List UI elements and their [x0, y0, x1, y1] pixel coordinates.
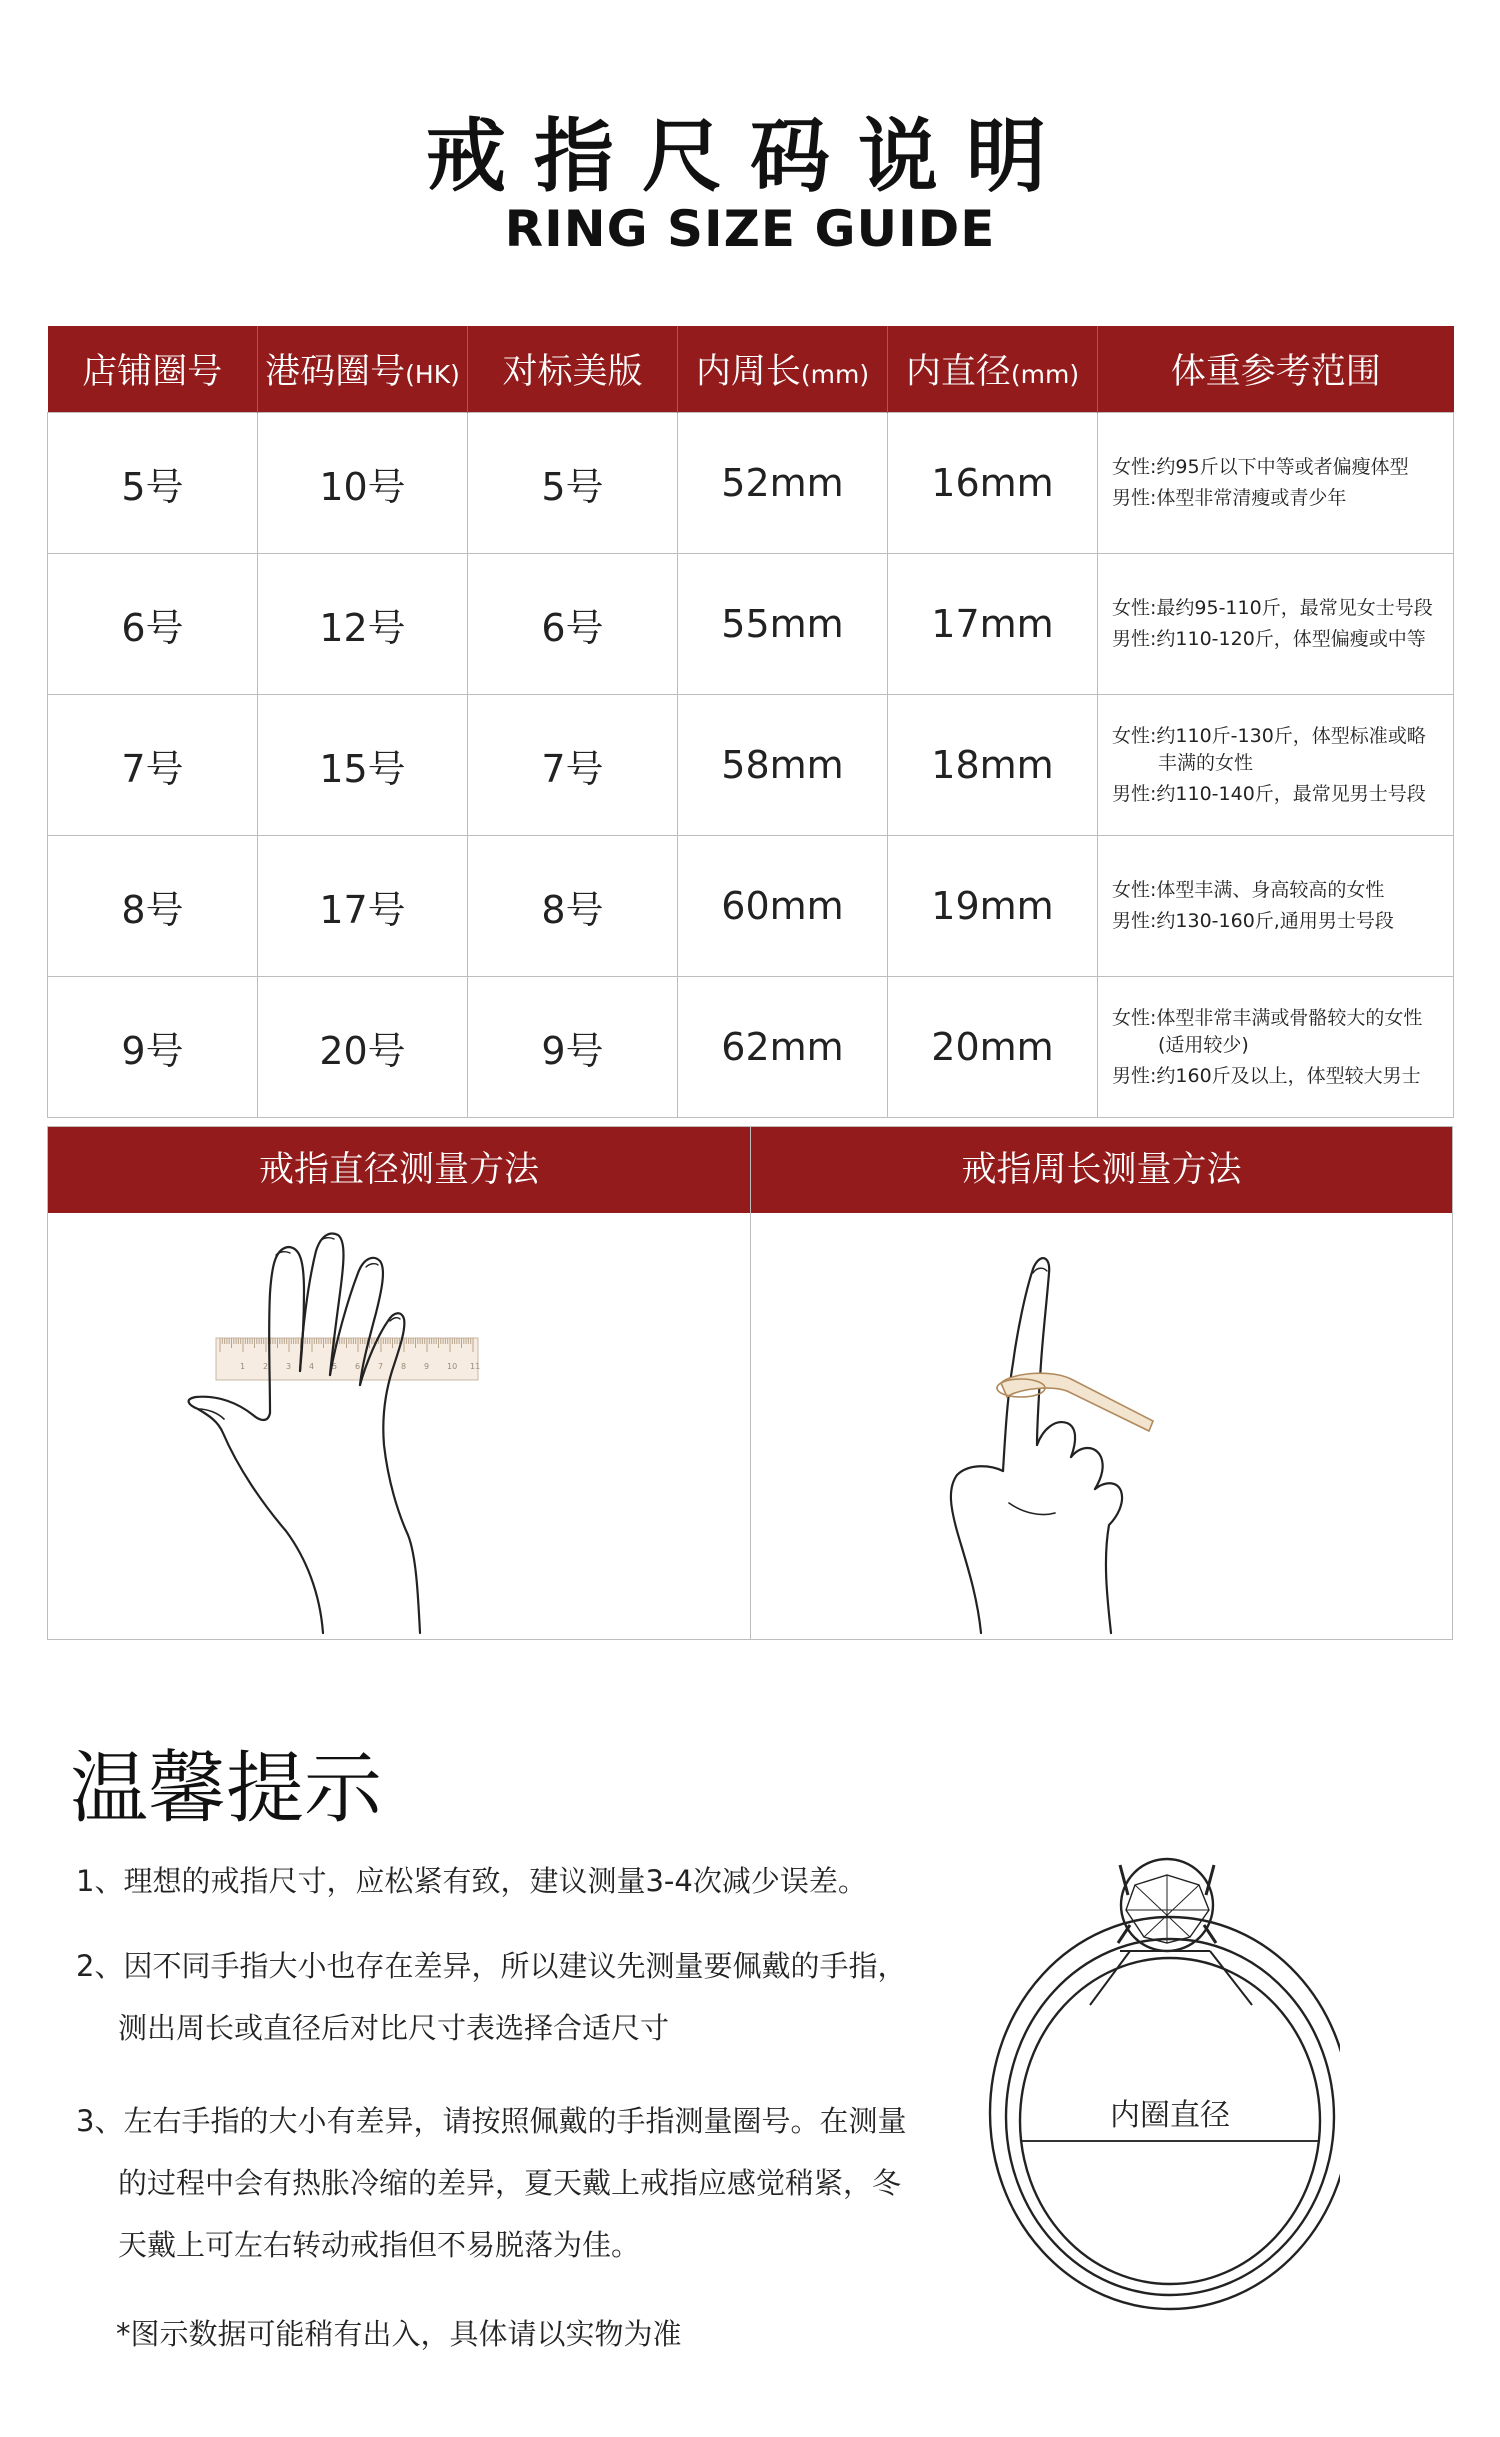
- weight-female: 女性:约110斤-130斤，体型标准或略: [1112, 724, 1426, 747]
- ruler-tick-label: 8: [401, 1362, 407, 1371]
- size-table: [47, 326, 1454, 1118]
- tip-text-cont: 的过程中会有热胀冷缩的差异，夏天戴上戒指应感觉稍紧，冬: [118, 2166, 902, 2200]
- cell-us-size: 8号: [468, 836, 678, 977]
- ring-icon: [990, 1859, 1340, 2309]
- ruler-tick-label: 6: [355, 1362, 361, 1371]
- weight-female: 女性:最约95-110斤，最常见女士号段: [1112, 597, 1433, 619]
- header-circumference: 内周长(mm): [678, 326, 888, 413]
- cell-us-size: 9号: [468, 977, 678, 1118]
- cell-diameter: 18mm: [888, 695, 1098, 836]
- weight-female: 女性:约95斤以下中等或者偏瘦体型: [1112, 456, 1409, 478]
- diameter-method-title: 戒指直径测量方法: [48, 1127, 750, 1213]
- circumference-method-panel: [750, 1126, 1453, 1640]
- header-hk-size: 港码圈号(HK): [258, 326, 468, 413]
- cell-hk-size: 12号: [258, 554, 468, 695]
- cell-store-size: 9号: [48, 977, 258, 1118]
- ruler-tick-label: 11: [470, 1362, 481, 1371]
- weight-male: 男性:约130-160斤,通用男士号段: [1112, 910, 1394, 932]
- weight-female: 女性:体型非常丰满或骨骼较大的女性: [1112, 1006, 1423, 1029]
- table-row: [48, 413, 1454, 554]
- weight-female-cont: (适用较少): [1158, 1033, 1249, 1056]
- table-row: [48, 977, 1454, 1118]
- table-row: [48, 695, 1454, 836]
- cell-diameter: 16mm: [888, 413, 1098, 554]
- cell-store-size: 6号: [48, 554, 258, 695]
- cell-hk-size: 10号: [258, 413, 468, 554]
- cell-weight: [1098, 977, 1454, 1118]
- cell-weight: [1098, 695, 1454, 836]
- tip-text: 1、理想的戒指尺寸，应松紧有致，建议测量3-4次减少误差。: [76, 1864, 867, 1898]
- cell-circumference: 55mm: [678, 554, 888, 695]
- tip-item-2: [76, 1935, 936, 2059]
- page-title: 戒指尺码说明: [426, 110, 1074, 203]
- table-row: [48, 836, 1454, 977]
- cell-us-size: 5号: [468, 413, 678, 554]
- ruler-tick-label: 9: [424, 1362, 430, 1371]
- weight-male: 男性:体型非常清瘦或青少年: [1112, 487, 1347, 509]
- weight-male: 男性:约110-120斤，体型偏瘦或中等: [1112, 628, 1426, 650]
- header-us-size: 对标美版: [468, 326, 678, 413]
- weight-male: 男性:约110-140斤，最常见男士号段: [1112, 782, 1426, 805]
- header-weight: 体重参考范围: [1098, 326, 1454, 413]
- tips-title: 温馨提示: [70, 1744, 383, 1834]
- tip-item-1: [76, 1850, 936, 1912]
- diameter-method-panel: [47, 1126, 751, 1640]
- circumference-method-title: 戒指周长测量方法: [751, 1127, 1452, 1213]
- cell-store-size: 5号: [48, 413, 258, 554]
- ruler-tick-label: 10: [447, 1362, 458, 1371]
- tip-item-3: [76, 2090, 936, 2276]
- weight-female: 女性:体型丰满、身高较高的女性: [1112, 879, 1385, 901]
- weight-male: 男性:约160斤及以上，体型较大男士: [1112, 1064, 1421, 1087]
- ruler-tick-label: 4: [309, 1362, 315, 1371]
- ruler-icon: [216, 1338, 480, 1380]
- inner-diameter-label: 内圈直径: [1110, 2098, 1230, 2133]
- cell-us-size: 6号: [468, 554, 678, 695]
- cell-weight: [1098, 554, 1454, 695]
- cell-circumference: 58mm: [678, 695, 888, 836]
- measurement-section: [47, 1126, 1453, 1640]
- table-row: [48, 554, 1454, 695]
- ruler-tick-label: 1: [240, 1362, 246, 1371]
- weight-female-cont: 丰满的女性: [1158, 751, 1254, 774]
- cell-circumference: 60mm: [678, 836, 888, 977]
- cell-hk-size: 17号: [258, 836, 468, 977]
- cell-weight: [1098, 413, 1454, 554]
- tip-text: 2、因不同手指大小也存在差异，所以建议先测量要佩戴的手指，: [76, 1949, 907, 1983]
- page-subtitle: RING SIZE GUIDE: [504, 200, 996, 258]
- header-store-size: 店铺圈号: [48, 326, 258, 413]
- header-diameter: 内直径(mm): [888, 326, 1098, 413]
- ring-diagram: [980, 1855, 1340, 2315]
- tip-text: 3、左右手指的大小有差异，请按照佩戴的手指测量圈号。在测量: [76, 2104, 907, 2138]
- cell-circumference: 62mm: [678, 977, 888, 1118]
- cell-store-size: 7号: [48, 695, 258, 836]
- cell-weight: [1098, 836, 1454, 977]
- cell-us-size: 7号: [468, 695, 678, 836]
- table-header-row: [48, 326, 1454, 413]
- tip-text-cont: 测出周长或直径后对比尺寸表选择合适尺寸: [118, 2011, 670, 2045]
- cell-diameter: 20mm: [888, 977, 1098, 1118]
- cell-hk-size: 20号: [258, 977, 468, 1118]
- hand-ruler-illustration: [48, 1213, 750, 1639]
- cell-diameter: 19mm: [888, 836, 1098, 977]
- measuring-strip-icon: [997, 1373, 1153, 1431]
- hand-icon: [189, 1234, 420, 1633]
- tip-text-cont: 天戴上可左右转动戒指但不易脱落为佳。: [118, 2228, 641, 2262]
- cell-diameter: 17mm: [888, 554, 1098, 695]
- hand-icon: [951, 1258, 1122, 1633]
- ruler-tick-label: 3: [286, 1362, 292, 1371]
- finger-strip-illustration: [751, 1213, 1452, 1639]
- cell-circumference: 52mm: [678, 413, 888, 554]
- cell-hk-size: 15号: [258, 695, 468, 836]
- ruler-tick-label: 2: [263, 1362, 269, 1371]
- ruler-tick-label: 7: [378, 1362, 384, 1371]
- disclaimer-note: *图示数据可能稍有出入，具体请以实物为准: [116, 2317, 682, 2351]
- ruler-tick-label: 5: [332, 1362, 338, 1371]
- cell-store-size: 8号: [48, 836, 258, 977]
